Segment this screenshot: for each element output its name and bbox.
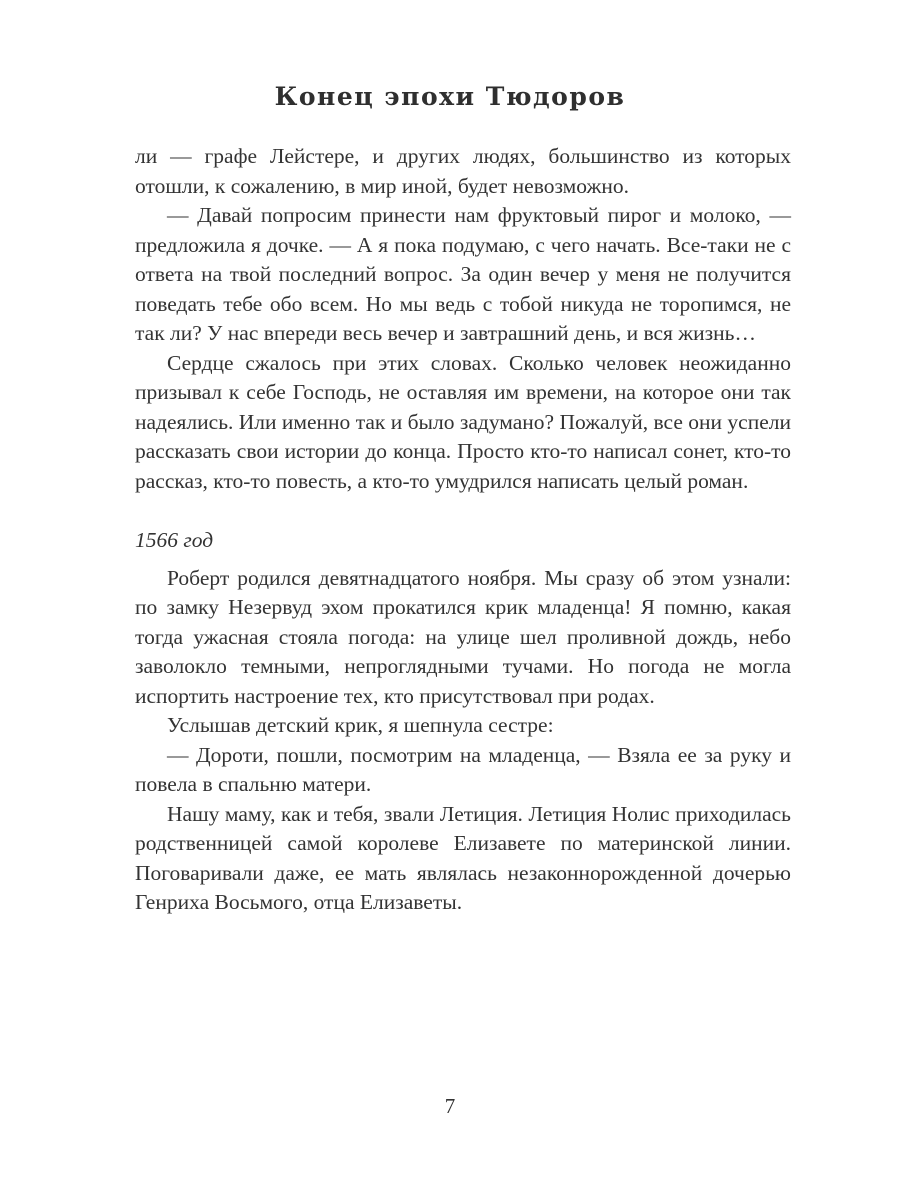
paragraph-dialogue-dorothy: — Дороти, пошли, посмотрим на младенца, — Взяла ее за руку и повела в спальню матери. <box>135 742 791 796</box>
paragraph-continuation: ли — графе Лейстере, и других людях, большинство из которых отошли, к сожалению, в мир иной, будет невозможно. <box>135 144 791 198</box>
book-title: Конец эпохи Тюдоров <box>274 82 626 111</box>
paragraph-birth: Роберт родился девятнадцатого ноября. Мы сразу об этом узнали: по замку Незервуд эхом прокатился крик младенца! Я помню, какая тогда ужасная стояла погода: на улице шел проливной дождь, небо заволокло темными, непроглядными тучами. Но погода не могла испортить настроение тех, кто присутствовал при родах. <box>135 565 791 708</box>
paragraph-mother: Нашу маму, как и тебя, звали Летиция. Летиция Нолис приходилась родственницей самой королеве Елизавете по материнской линии. Поговаривали даже, ее мать являлась незаконнорожденной дочерью Генриха Восьмого, отца Елизаветы. <box>135 801 791 914</box>
page-number: 7 <box>444 1094 456 1118</box>
text-block <box>135 142 791 918</box>
running-header <box>0 82 900 111</box>
paragraph-dialogue: — Давай попросим принести нам фруктовый пирог и молоко, — предложила я дочке. — А я пока подумаю, с чего начать. Все-таки не с ответа на твой последний вопрос. За один вечер у меня не получится поведать тебе обо всем. Но мы ведь с тобой никуда не торопимся, не так ли? У нас впереди весь вечер и завтрашний день, и вся жизнь… <box>135 203 791 345</box>
page-footer <box>0 1094 900 1119</box>
paragraph-whisper: Услышав детский крик, я шепнула сестре: <box>167 713 554 737</box>
paragraph-narration: Сердце сжалось при этих словах. Сколько человек неожиданно призывал к себе Господь, не оставляя им времени, на которое они так надеялись. Или именно так и было задумано? Пожалуй, все они успели рассказать свои истории до конца. Просто кто-то написал сонет, кто-то рассказ, кто-то повесть, а кто-то умудрился написать целый роман. <box>135 350 791 493</box>
section-heading-year: 1566 год <box>135 528 214 552</box>
